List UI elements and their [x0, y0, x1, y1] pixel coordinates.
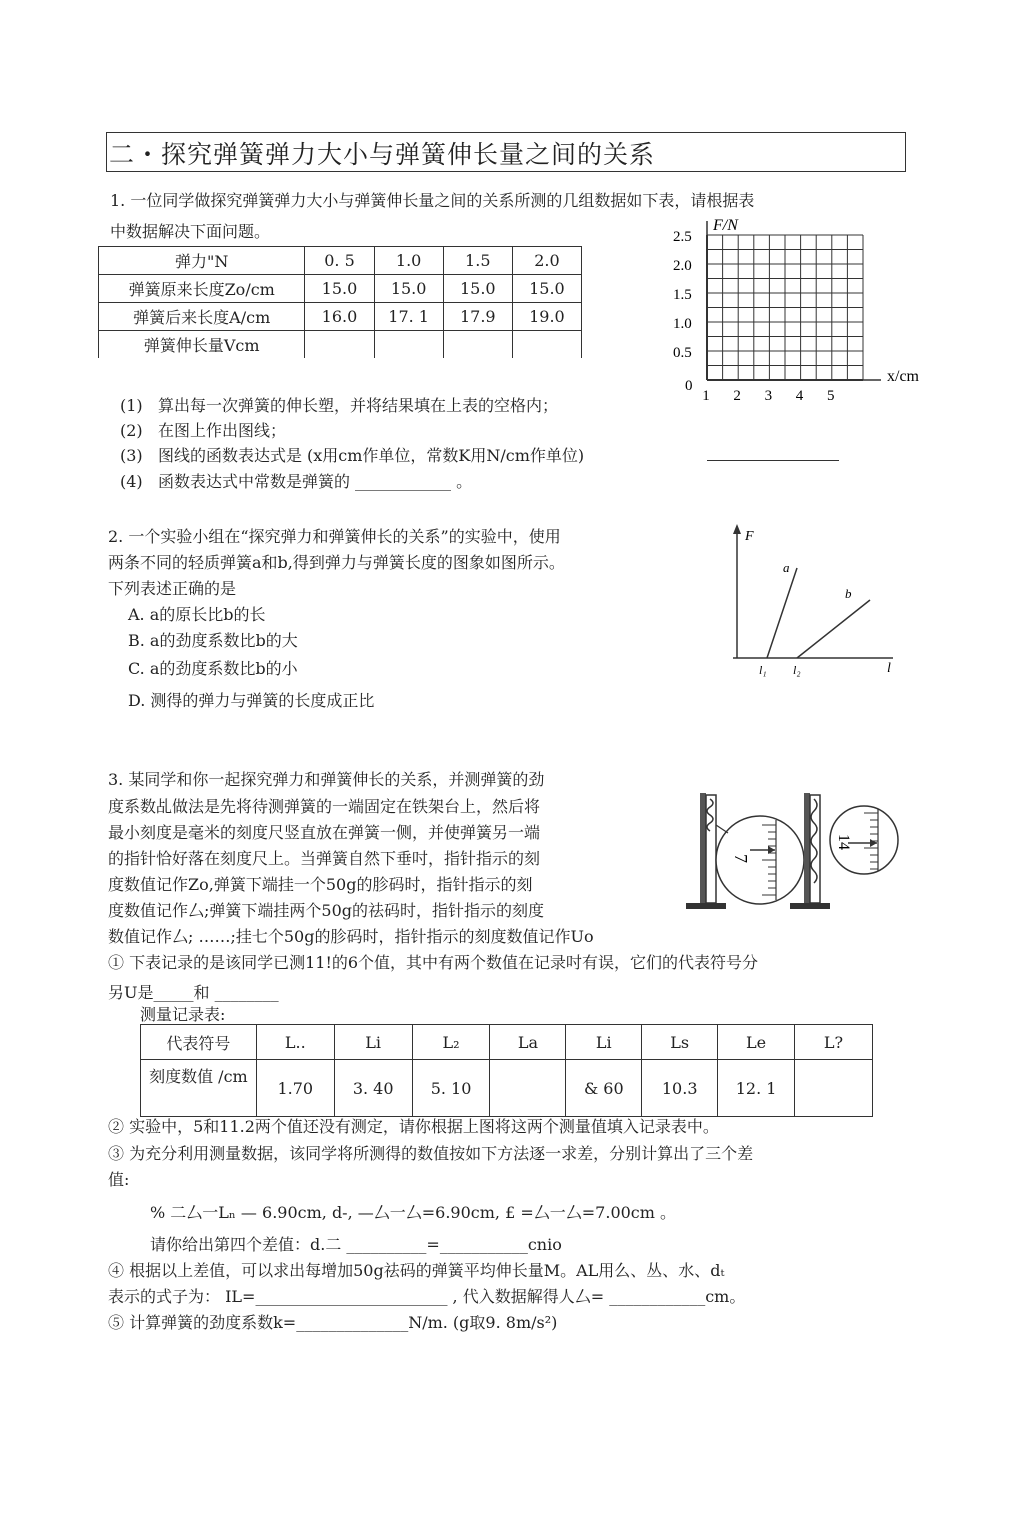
q1-item-2 — [120, 418, 286, 441]
q2-option-b[interactable]: B. a的劲度系数比b的大 — [128, 631, 298, 650]
table-row — [99, 275, 582, 303]
y-axis-label: F/N — [713, 217, 738, 234]
x-tick-label: 3 — [764, 388, 773, 404]
symbol-cell: L₂ — [412, 1025, 490, 1060]
value-cell: & 60 — [566, 1060, 642, 1117]
table-cell: 0. 5 — [305, 247, 374, 275]
symbol-cell: Ls — [642, 1025, 718, 1060]
item-number: (1) — [120, 396, 143, 415]
table-cell — [305, 331, 374, 359]
q2-line-3: 下列表述正确的是 — [108, 579, 237, 598]
value-cell: 12. 1 — [718, 1060, 795, 1117]
q3-line-3: 最小刻度是毫米的刻度尺竖直放在弹簧一侧，并使弹簧另一端 — [108, 823, 541, 842]
symbol-cell: La — [490, 1025, 566, 1060]
q3-sub2: ② 实验中，5和11.2两个值还没有测定，请你根据上图将这两个测量值填入记录表中。 — [108, 1117, 719, 1136]
q3-sub1-line2: 另U是_____和 ________ — [108, 983, 279, 1002]
record-table-caption: 测量记录表: — [140, 1005, 226, 1024]
row-label: 弹力"N — [99, 247, 305, 275]
item-number: (3) — [120, 446, 143, 465]
right-stand-base — [790, 903, 830, 909]
x-tick-label: 2 — [733, 388, 741, 404]
q2-force-length-graph — [725, 520, 905, 680]
section-title: 二・探究弹簧弹力大小与弹簧伸长量之间的关系 — [109, 140, 656, 169]
left-stand-pole — [700, 793, 706, 905]
x-label: l — [887, 661, 891, 676]
row-label: 弹簧伸长量Vcm — [99, 331, 305, 359]
value-cell: 1.70 — [256, 1060, 334, 1117]
symbol-cell: Li — [334, 1025, 412, 1060]
q3-sub4-line2: 表示的式子为： ΙL=________________________ , 代入数据解得人厶= ____________cm。 — [108, 1287, 746, 1306]
q1-intro-line2: 中数据解决下面问题。 — [110, 222, 271, 241]
item-text: 算出每一次弹簧的伸长塑，并将结果填在上表的空格内； — [157, 396, 558, 415]
table-cell: 15.0 — [443, 275, 512, 303]
table-row — [99, 331, 582, 359]
value-label: 刻度数值 /cm — [141, 1060, 257, 1117]
item-text: 函数表达式中常数是弹簧的 ____________ 。 — [157, 472, 473, 491]
x-tick-label: 1 — [702, 388, 710, 404]
q1-item-3-answer-blank[interactable] — [707, 460, 839, 461]
row-label: 弹簧原来长度Zo/cm — [99, 275, 305, 303]
q3-sub3-line2: 值: — [108, 1170, 130, 1189]
x-axis-label: x/cm — [887, 368, 919, 385]
table-cell: 17.9 — [443, 303, 512, 331]
right-ruler-number: 14 — [835, 834, 852, 850]
q3-fourth-difference: 请你给出第四个差值：d.二 __________=___________cnio — [150, 1235, 562, 1254]
q3-record-table — [140, 1024, 873, 1117]
symbol-cell: L.. — [256, 1025, 334, 1060]
q3-sub4-line1: ④ 根据以上差值，可以求出每增加50g祛码的弹簧平均伸长量M。AL用么、丛、水、dₜ — [108, 1261, 725, 1280]
q3-line-7: 数值记作厶; ……;挂七个50g的胗码时，指针指示的刻度数值记作Uo — [108, 927, 594, 946]
q2-option-c[interactable]: C. a的劲度系数比b的小 — [128, 659, 298, 678]
line-a — [767, 568, 797, 658]
l2-label: l₂ — [793, 663, 801, 677]
value-cell: 5. 10 — [412, 1060, 490, 1117]
item-number: (2) — [120, 421, 143, 440]
left-ruler-number: 7 — [731, 854, 751, 863]
y-label: F — [745, 529, 754, 544]
q3-line-2: 度系数乩做法是先将待测弹簧的一端固定在铁架台上，然后将 — [108, 797, 541, 816]
symbol-cell: L? — [795, 1025, 873, 1060]
y-tick-label: 0 — [685, 378, 693, 394]
item-text: 在图上作出图线； — [157, 421, 286, 440]
x-tick-label: 5 — [827, 388, 835, 404]
q1-data-table — [98, 246, 582, 358]
q3-apparatus-figure — [680, 785, 920, 920]
q1-item-4 — [120, 469, 472, 492]
q2-option-d[interactable]: D. 测得的弹力与弹簧的长度成正比 — [128, 691, 375, 710]
q3-sub3-line1: ③ 为充分利用测量数据，该同学将所测得的数值按如下方法逐一求差，分别计算出了三个差 — [108, 1144, 754, 1163]
table-cell: 15.0 — [374, 275, 443, 303]
grid-lines — [707, 221, 881, 380]
q1-item-1 — [120, 393, 558, 416]
q1-intro-line1: 1. 一位同学做探究弹簧弹力大小与弹簧伸长量之间的关系所测的几组数据如下表，请根据表 — [110, 191, 755, 210]
section-title-box — [106, 132, 906, 172]
table-cell: 1.0 — [374, 247, 443, 275]
table-cell: 15.0 — [305, 275, 374, 303]
y-tick-label: 2.0 — [673, 258, 692, 274]
table-cell — [512, 331, 581, 359]
q3-line-6: 度数值记作厶;弹簧下端挂两个50g的祛码时，指针指示的刻度 — [108, 901, 544, 920]
table-row — [141, 1060, 873, 1117]
value-cell[interactable] — [490, 1060, 566, 1117]
table-cell: 1.5 — [443, 247, 512, 275]
table-cell: 2.0 — [512, 247, 581, 275]
symbol-cell: Le — [718, 1025, 795, 1060]
right-stand-pole — [804, 793, 810, 905]
q1-grid-chart — [665, 215, 935, 405]
q3-sub1-line1: ① 下表记录的是该同学已测11!的6个值，其中有两个数值在记录吋有误，它们的代表符号分 — [108, 953, 759, 972]
left-magnifier — [716, 816, 804, 904]
y-tick-label: 0.5 — [673, 345, 692, 361]
line-b — [797, 600, 870, 658]
value-cell: 10.3 — [642, 1060, 718, 1117]
q3-line-4: 的指针恰好落在刻度尺上。当弹簧自然下垂吋，指针指示的刻 — [108, 849, 541, 868]
x-tick-labels — [702, 388, 834, 404]
table-cell: 16.0 — [305, 303, 374, 331]
table-row — [99, 303, 582, 331]
symbol-cell: Li — [566, 1025, 642, 1060]
table-cell — [374, 331, 443, 359]
value-cell[interactable] — [795, 1060, 873, 1117]
table-row — [99, 247, 582, 275]
right-spring — [811, 799, 817, 883]
table-cell: 19.0 — [512, 303, 581, 331]
item-number: (4) — [120, 472, 143, 491]
y-tick-label: 1.5 — [673, 287, 692, 303]
line-a-label: a — [783, 560, 790, 575]
item-text: 图线的函数表达式是 (x用cm作单位，常数K用N/cm作单位) — [157, 446, 585, 465]
y-tick-label: 2.5 — [673, 229, 692, 245]
head-label: 代表符号 — [141, 1025, 257, 1060]
row-label: 弹簧后来长度A/cm — [99, 303, 305, 331]
q2-option-a[interactable]: A. a的原长比b的长 — [128, 605, 266, 624]
left-magnifier-connector — [716, 825, 728, 833]
table-cell — [443, 331, 512, 359]
q1-item-3 — [120, 443, 584, 466]
q3-line-5: 度数值记作Zo,弹簧下端挂一个50g的胗码时，指针指示的刻 — [108, 875, 533, 894]
y-tick-label: 1.0 — [673, 316, 692, 332]
q3-difference-formula: % 二厶一Lₙ — 6.90cm, d-, —厶一厶=6.90cm, £ =厶一厶=7.00cm 。 — [150, 1203, 677, 1222]
q3-line-1: 3. 某同学和你一起探究弹力和弹簧伸长的关系，并测弹簧的劲 — [108, 770, 545, 789]
table-row — [141, 1025, 873, 1060]
x-tick-label: 4 — [795, 388, 804, 404]
line-b-label: b — [845, 586, 852, 601]
q3-sub5: ⑤ 计算弹簧的劲度系数k=______________N/m. (g取9. 8m/s²) — [108, 1313, 558, 1332]
table-cell: 17. 1 — [374, 303, 443, 331]
q2-line-2: 两条不同的轻质弹簧a和b,得到弹力与弹簧长度的图象如图所示。 — [108, 553, 565, 572]
y-tick-labels — [673, 229, 693, 394]
l1-label: l₁ — [759, 663, 767, 677]
table-cell: 15.0 — [512, 275, 581, 303]
y-axis-arrow — [733, 524, 741, 534]
q2-line-1: 2. 一个实验小组在“探究弹力和弹簧伸长的关系”的实验中，使用 — [108, 527, 561, 546]
left-spring — [707, 799, 713, 831]
value-cell: 3. 40 — [334, 1060, 412, 1117]
left-stand-base — [686, 903, 726, 909]
